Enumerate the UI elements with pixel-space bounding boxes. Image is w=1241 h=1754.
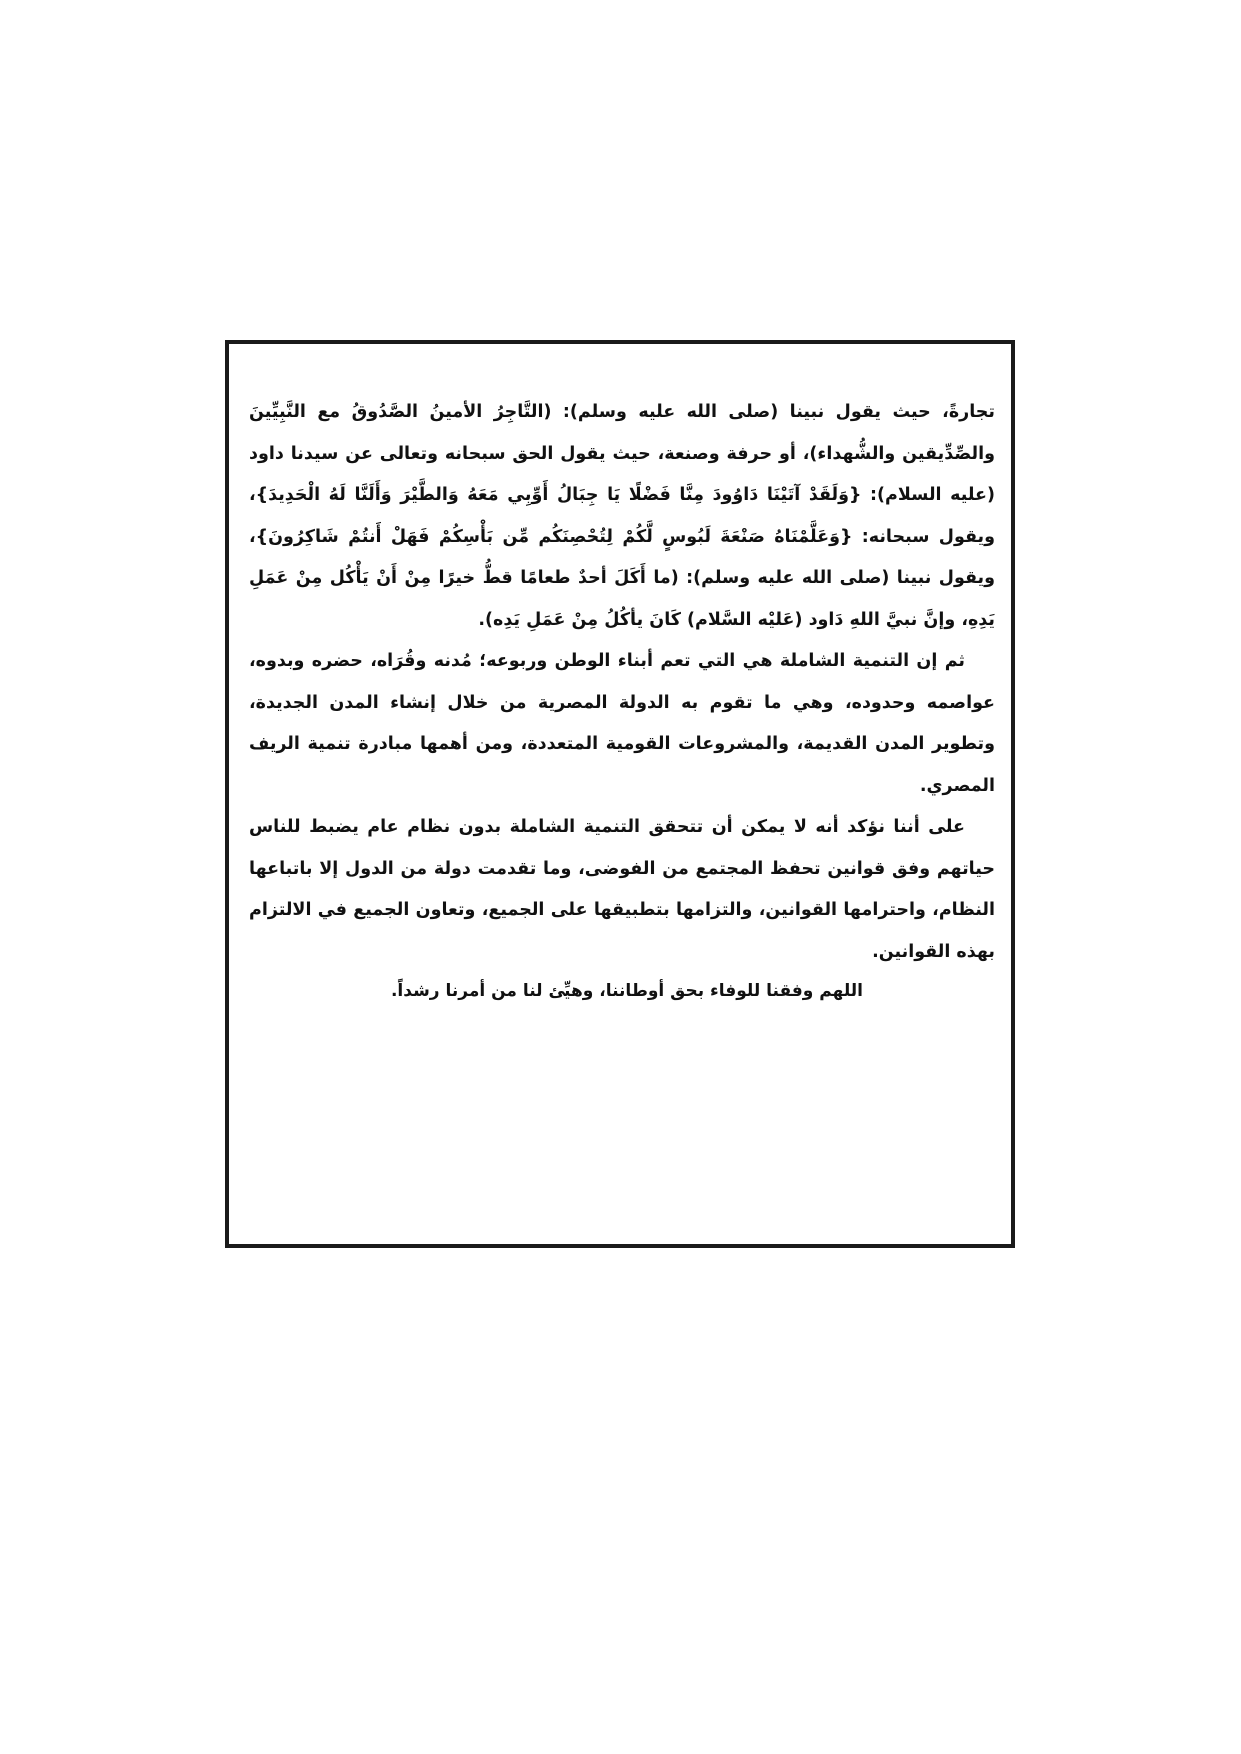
closing-prayer: اللهم وفقنا للوفاء بحق أوطاننا، وهيِّئ لنا من أمرنا رشداً. [390, 981, 864, 1001]
sermon-text-body [249, 392, 995, 1009]
paragraph-comprehensive-development: ثم إن التنمية الشاملة هي التي تعم أبناء الوطن وربوعه؛ مُدنه وقُرَاه، حضره وبدوه، عواصمه وحدوده، وهي ما تقوم به الدولة المصرية من خلال إنشاء المدن الجديدة، وتطوير المدن القديمة، والمشروعات القومية المتعددة، ومن أهمها مبادرة تنمية الريف المصري. [249, 651, 995, 796]
paragraph-public-order: على أننا نؤكد أنه لا يمكن أن تتحقق التنمية الشاملة بدون نظام عام يضبط للناس حياتهم وفق قوانين تحفظ المجتمع من الفوضى، وما تقدمت دولة من الدول إلا باتباعها النظام، واحترامها القوانين، والتزامها بتطبيقها على الجميع، وتعاون الجميع في الالتزام بهذه القوانين. [249, 817, 995, 962]
page-border-frame [225, 340, 1015, 1248]
paragraph-trade-and-craft: تجارةً، حيث يقول نبينا (صلى الله عليه وسلم): (التَّاجِرُ الأمينُ الصَّدُوقُ مع النَّبِيِّينَ والصِّدِّيقين والشُّهداء)، أو حرفة وصنعة، حيث يقول الحق سبحانه وتعالى عن سيدنا داود (عليه السلام): {وَلَقَدْ آتَيْنَا دَاوُودَ مِنَّا فَضْلًا يَا جِبَالُ أَوِّبِي مَعَهُ وَالطَّيْرَ وَأَلَنَّا لَهُ الْحَدِيدَ}، ويقول سبحانه: {وَعَلَّمْنَاهُ صَنْعَةَ لَبُوسٍ لَّكُمْ لِتُحْصِنَكُم مِّن بَأْسِكُمْ فَهَلْ أَنتُمْ شَاكِرُونَ}، ويقول نبينا (صلى الله عليه وسلم): (ما أَكَلَ أحدٌ طعامًا قطُّ خيرًا مِنْ أَنْ يَأْكُل مِنْ عَمَلِ يَدِهِ، وإنَّ نبيَّ اللهِ دَاود (عَليْه السَّلام) كَانَ يأكُلُ مِنْ عَمَلِ يَدِه). [249, 402, 995, 630]
